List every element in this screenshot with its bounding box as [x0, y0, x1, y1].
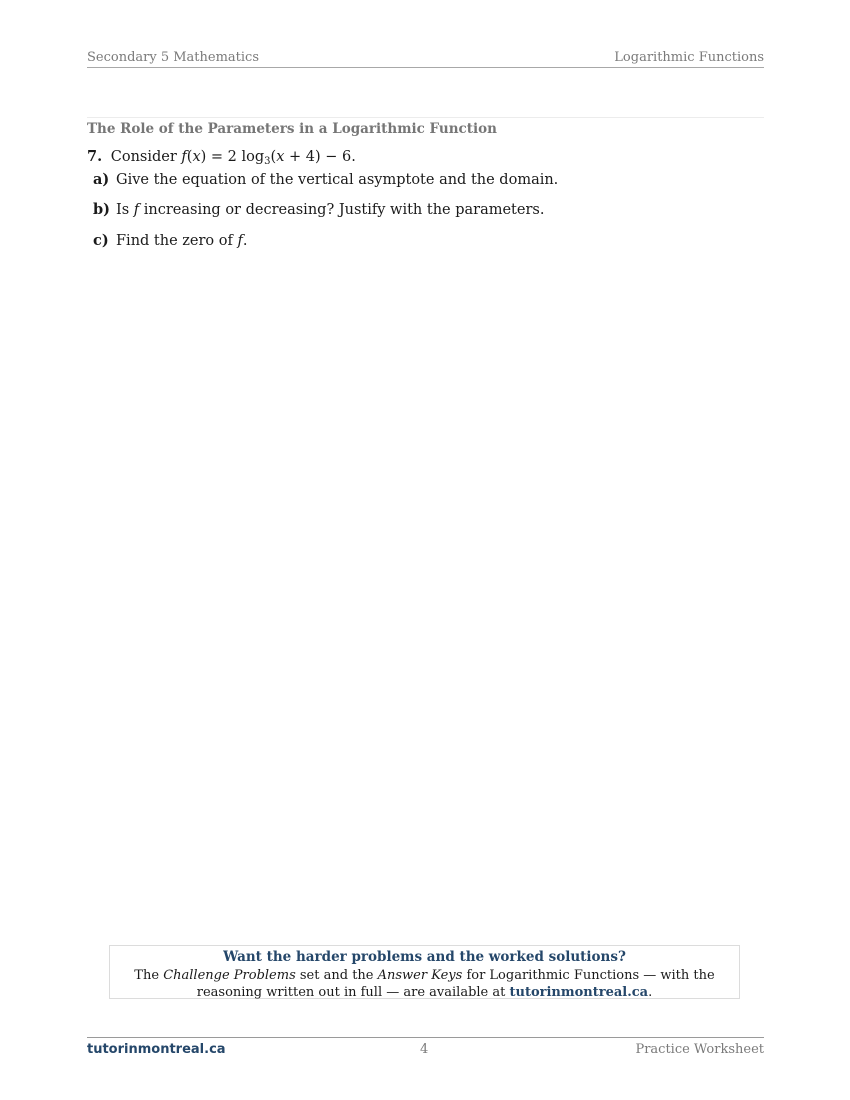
question-7 — [87, 148, 356, 167]
question-number: 7. — [87, 148, 103, 165]
part-text-start: Find the zero of — [116, 233, 233, 249]
callout-text: set and the — [299, 968, 374, 983]
function-variable: f — [133, 202, 140, 218]
footer-site-link[interactable]: tutorinmontreal.ca — [87, 1042, 226, 1057]
callout-challenge-problems: Challenge Problems — [163, 968, 296, 983]
header-rule — [87, 67, 764, 68]
function-expression: f(x) = 2 $\log_3(x + 4) - 6$. — [181, 149, 356, 167]
callout-text: for Logarithmic Functions — with the reasoning written out in full — are available at — [196, 968, 715, 1000]
part-label: b) — [93, 201, 110, 218]
part-text: Give the equation of the vertical asymptote and the domain. — [116, 172, 559, 188]
section-title: The Role of the Parameters in a Logarithmic Function — [87, 121, 497, 137]
question-intro: Consider — [110, 149, 177, 165]
callout-text: The — [134, 968, 160, 983]
part-label: c) — [93, 232, 109, 249]
section-rule — [87, 117, 764, 118]
header-topic: Logarithmic Functions — [614, 50, 764, 65]
callout-body — [110, 967, 739, 1001]
question-part-a — [93, 171, 558, 188]
page-footer — [87, 1042, 764, 1057]
callout-site-link[interactable]: tutorinmontreal.ca — [509, 985, 649, 1000]
page-number: 4 — [420, 1042, 429, 1057]
footer-doc-type: Practice Worksheet — [635, 1042, 764, 1057]
callout-title: Want the harder problems and the worked solutions? — [223, 949, 626, 965]
question-part-b — [93, 201, 544, 218]
part-text-start: Is — [116, 202, 130, 218]
part-label: a) — [93, 171, 110, 188]
callout-text: . — [648, 985, 653, 1000]
part-text-end: . — [242, 233, 248, 249]
function-variable: f — [237, 233, 243, 249]
header-course: Secondary 5 Mathematics — [87, 50, 260, 65]
callout-answer-keys: Answer Keys — [377, 968, 463, 983]
solutions-callout — [109, 945, 740, 999]
question-part-c — [93, 232, 247, 249]
footer-rule — [87, 1037, 764, 1038]
page-header — [87, 50, 764, 65]
part-text-end: increasing or decreasing? Justify with the parameters. — [143, 202, 545, 218]
